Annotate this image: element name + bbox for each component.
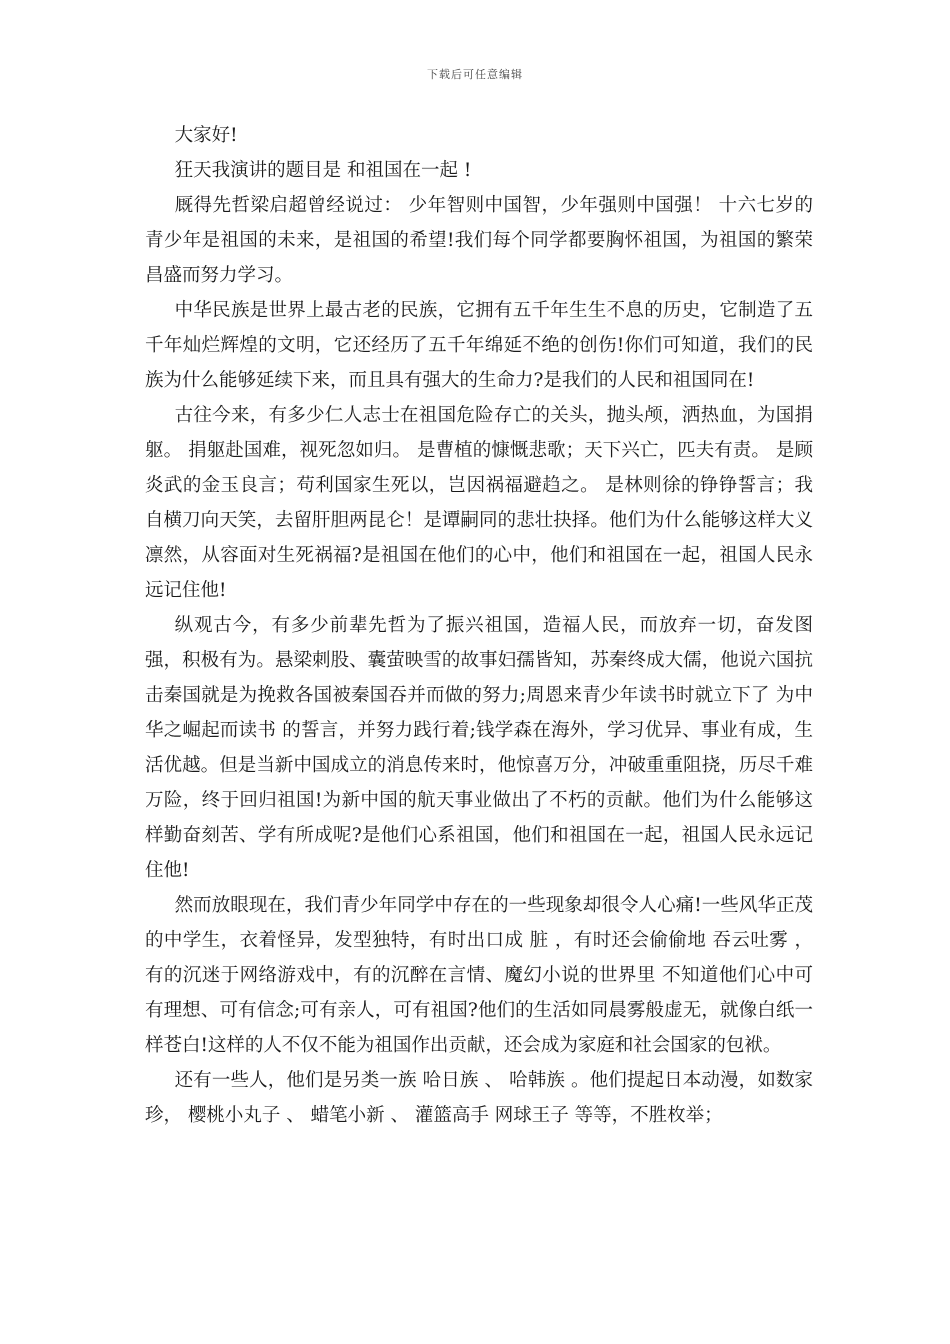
page-header: 下载后可任意编辑 — [427, 68, 523, 81]
document-body — [145, 118, 813, 1133]
paragraph-topic: 狂天我演讲的题目是 和祖国在一起 ! — [174, 160, 472, 181]
paragraph-history: 中华民族是世界上最古老的民族，它拥有五千年生生不息的历史，它制造了五千年灿烂辉煌的文明，它还经历了五千年绵延不绝的创伤!你们可知道，我们的民族为什么能够延续下来，而且具有强大的生命力?是我们的人民和祖国同在! — [145, 300, 813, 391]
paragraph-others: 还有一些人，他们是另类一族 哈日族 、 哈韩族 。他们提起日本动漫，如数家珍， 樱桃小丸子 、 蜡笔小新 、 灌篮高手 网球王子 等等，不胜枚举； — [145, 1070, 813, 1126]
paragraph-quote: 厩得先哲梁启超曾经说过： 少年智则中国智，少年强则中国强！ 十六七岁的青少年是祖国的未来，是祖国的希望!我们每个同学都要胸怀祖国，为祖国的繁荣昌盛而努力学习。 — [145, 195, 813, 286]
paragraph-predecessors: 纵观古今，有多少前辈先哲为了振兴祖国，造福人民，而放弃一切，奋发图强，积极有为。悬梁刺股、囊萤映雪的故事妇孺皆知，苏秦终成大儒，他说六国抗击秦国就是为挽救各国被秦国吞并而做的努力;周恩来青少年读书时就立下了 为中华之崛起而读书 的誓言，并努力践行着;钱学森在海外，学习优异、事业有成，生活优越。但是当新中国成立的消息传来时，他惊喜万分，冲破重重阻挠，历尽千难万险，终于回归祖国!为新中国的航天事业做出了不朽的贡献。他们为什么能够这样勤奋刻苦、学有所成呢?是他们心系祖国，他们和祖国在一起，祖国人民永远记住他! — [145, 615, 813, 881]
paragraph-greeting: 大家好! — [174, 125, 238, 146]
paragraph-patriots: 古往今来，有多少仁人志士在祖国危险存亡的关头，抛头颅，洒热血，为国捐躯。 捐躯赴国难，视死忽如归。 是曹植的慷慨悲歌；天下兴亡，匹夫有责。 是顾炎武的金玉良言；苟利国家生死以，岂因祸福避趋之。 是林则徐的铮铮誓言；我自横刀向天笑，去留肝胆两昆仑！是谭嗣同的悲壮抉择。他们为什么能够这样大义凛然，从容面对生死祸福?是祖国在他们的心中，他们和祖国在一起，祖国人民永远记住他! — [145, 405, 813, 601]
paragraph-present: 然而放眼现在，我们青少年同学中存在的一些现象却很令人心痛!一些风华正茂的中学生，衣着怪异，发型独特，有时出口成 脏 ，有时还会偷偷地 吞云吐雾 ，有的沉迷于网络游戏中，有的沉醉在言情、魔幻小说的世界里 不知道他们心中可有理想、可有信念;可有亲人，可有祖国?他们的生活如同晨雾般虚无，就像白纸一样苍白!这样的人不仅不能为祖国作出贡献，还会成为家庭和社会国家的包袱。 — [145, 895, 813, 1056]
